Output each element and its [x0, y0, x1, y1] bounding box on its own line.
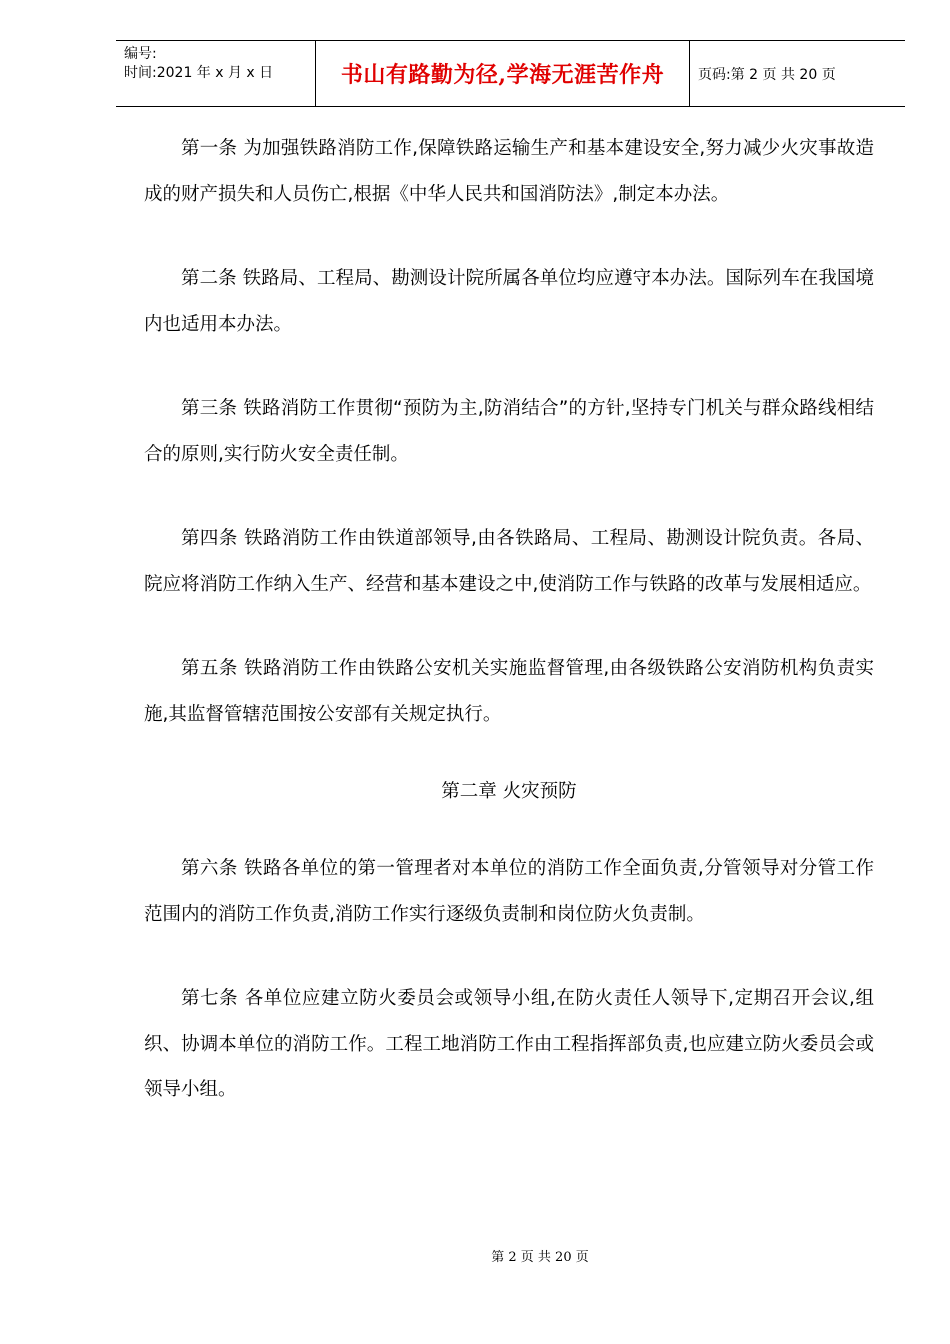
header-page-info: 页码:第 2 页 共 20 页: [698, 66, 836, 83]
page-footer: 第 2 页 共 20 页: [491, 1250, 589, 1265]
article-4: 第四条 铁路消防工作由铁道部领导,由各铁路局、工程局、勘测设计院负责。各局、院应将消防工作纳入生产、经营和基本建设之中,使消防工作与铁路的改革与发展相适应。: [144, 528, 874, 595]
article-3: 第三条 铁路消防工作贯彻“预防为主,防消结合”的方针,坚持专门机关与群众路线相结合的原则,实行防火安全责任制。: [144, 398, 874, 465]
article-2: 第二条 铁路局、工程局、勘测设计院所属各单位均应遵守本办法。国际列车在我国境内也适用本办法。: [144, 268, 874, 335]
article-7: 第七条 各单位应建立防火委员会或领导小组,在防火责任人领导下,定期召开会议,组织、协调本单位的消防工作。工程工地消防工作由工程指挥部负责,也应建立防火委员会或领导小组。: [144, 988, 874, 1100]
article-6: 第六条 铁路各单位的第一管理者对本单位的消防工作全面负责,分管领导对分管工作范围内的消防工作负责,消防工作实行逐级负责制和岗位防火负责制。: [144, 858, 874, 925]
article-5: 第五条 铁路消防工作由铁路公安机关实施监督管理,由各级铁路公安消防机构负责实施,其监督管辖范围按公安部有关规定执行。: [144, 658, 874, 725]
page-header: [116, 40, 905, 107]
header-meta: [116, 41, 316, 106]
header-motto: 书山有路勤为径,学海无涯苦作舟: [316, 41, 690, 106]
chapter-title: 第二章 火灾预防: [441, 781, 577, 802]
document-number-label: 编号:: [124, 46, 157, 62]
document-body: [144, 126, 874, 1113]
article-1: 第一条 为加强铁路消防工作,保障铁路运输生产和基本建设安全,努力减少火灾事故造成的财产损失和人员伤亡,根据《中华人民共和国消防法》,制定本办法。: [144, 138, 874, 205]
document-time-label: 时间:2021 年 x 月 x 日: [124, 65, 274, 81]
